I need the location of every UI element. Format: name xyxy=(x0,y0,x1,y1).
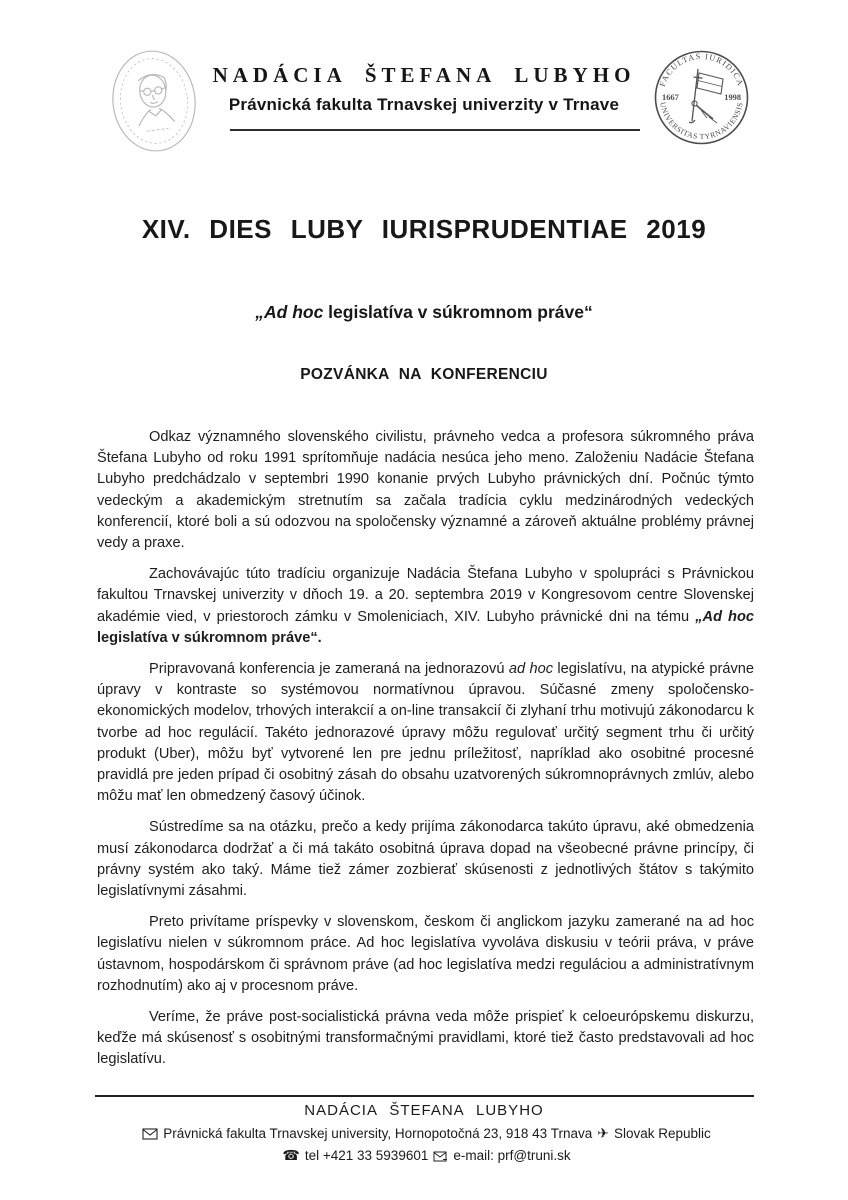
seal-sword-banner-emblem xyxy=(689,69,723,123)
svg-text:UNIVERSITAS TYRNAVIENSIS xyxy=(658,101,744,141)
seal-year-right: 1998 xyxy=(724,93,741,102)
text-segment: „Ad hoc xyxy=(255,302,324,322)
paragraph-6 xyxy=(97,1007,754,1071)
text-segment: Odkaz významného slovenského civilistu, právneho vedca a profesora súkromného práva Štefana Lubyho od roku 1991 sprítomňuje nadácia nesúca jeho meno. Založeniu Nadácie Štefana Lubyho predchádzalo v septembri 1990 konanie prvých Lubyho právnických dní. Počnúc týmto vedeckým a akademickým stretnutím sa začala tradícia cyklu medzinárodných vedeckých konferencií, ktoré boli a sú odozvou na spoločensky významné a zároveň aktuálne problémy právnej vedy a praxe. xyxy=(97,429,754,552)
text-segment: ad hoc xyxy=(508,661,554,678)
document-subtitle xyxy=(0,302,848,323)
seal-top-arc-text: FACULTAS IURIDICA xyxy=(657,51,746,88)
text-segment: legislatívu, na atypické právne úpravy v kontraste so systémovou normatívnou úpravou. Súčasné zmeny spoločensko-ekonomických modelov, trhových interakcií a on-line transakcií či zlyhaní trhu motivujú zákonodarcu k tvorbe ad hoc regulácií. Takéto jednorazové úpravy môžu regulovať určitý segment trhu či určitý produkt (Uber), môžu byť vytvorené len pre jednu príležitosť, napríklad ako osobitné procesné pravidlá pre jeden prípad či osobitný zásah do obsahu uzatvorených súkromnoprávnych zmlúv, alebo môžu mať len obmedzený časový účinok. xyxy=(97,661,754,805)
paragraph-3 xyxy=(97,659,754,807)
paragraph-2 xyxy=(97,564,754,649)
text-segment: Veríme, že práve post-socialistická právna veda môže prispieť k celoeurópskemu diskurzu, keďže má skúsenosť s osobitnými transformačnými pravidlami, ktoré tiež často predstavovali ad hoc legislatívu. xyxy=(97,1009,754,1068)
svg-text:FACULTAS IURIDICA xyxy=(658,52,746,88)
footer-email: e-mail: prf@truni.sk xyxy=(453,1148,571,1163)
document-title: XIV. DIES LUBY IURISPRUDENTIAE 2019 xyxy=(141,214,707,244)
footer-address: Právnická fakulta Trnavskej university, Hornopotočná 23, 918 43 Trnava xyxy=(163,1126,593,1141)
text-segment: „Ad hoc xyxy=(695,608,754,625)
footer-contact-line xyxy=(0,1148,848,1165)
footer-country: Slovak Republic xyxy=(613,1126,711,1141)
envelope-icon xyxy=(142,1128,158,1143)
footer-phone: tel +421 33 5939601 xyxy=(304,1148,429,1163)
airplane-icon: ✈ xyxy=(597,1126,609,1142)
letterhead-faculty-line: Právnická fakulta Trnavskej univerzity v Trnave xyxy=(228,95,620,114)
paragraph-1 xyxy=(97,427,754,554)
footer-divider xyxy=(95,1095,754,1097)
text-segment: Preto privítame príspevky v slovenskom, českom či anglickom jazyku zamerané na ad hoc legislatívu nielen v súkromnom práce. Ad hoc legislatíva vyvoláva diskusiu v teórii práva, v práve ústavnom, hospodárskom či správnom práve (ad hoc legislatíva medzi reguláciou a administratívnym rozhodnutím) ako aj v procesnom práve. xyxy=(97,914,754,994)
faculty-seal-icon xyxy=(651,47,752,148)
paragraph-5 xyxy=(97,912,754,997)
document-body xyxy=(97,427,754,1081)
invitation-heading: POZVÁNKA NA KONFERENCIU xyxy=(300,366,548,383)
header-divider xyxy=(230,129,640,131)
email-icon xyxy=(433,1150,448,1165)
text-segment: Zachovávajúc túto tradíciu organizuje Nadácia Štefana Lubyho v spolupráci s Právnickou fakultou Trnavskej univerzity v dňoch 19. a 20. septembra 2019 v Kongresovom centre Slovenskej akadémie vied, v priestoroch zámku v Smoleniciach, XIV. Lubyho právnické dni na tému xyxy=(97,566,754,625)
footer-address-line xyxy=(0,1126,848,1143)
phone-icon: ☎ xyxy=(282,1148,300,1164)
text-segment: legislatíva v súkromnom práve“ xyxy=(323,302,593,322)
text-segment: Pripravovaná konferencia je zameraná na jednorazovú xyxy=(149,661,509,678)
paragraph-4 xyxy=(97,817,754,902)
seal-year-left: 1667 xyxy=(662,93,679,102)
letterhead-org-name: NADÁCIA ŠTEFANA LUBYHO xyxy=(212,63,636,87)
text-segment: Sústredíme sa na otázku, prečo a kedy prijíma zákonodarca takúto úpravu, aké obmedzenia musí zákonodarca dodržať a či má takáto osobitná úprava dopad na všeobecné právne princípy, či právny systém ako taký. Máme tiež zámer zozbierať skúsenosti z jednotlivých štátov s takýmito legislatívnymi zásahmi. xyxy=(97,819,754,900)
text-segment: legislatíva v súkromnom práve“. xyxy=(97,629,322,646)
footer-org-name: NADÁCIA ŠTEFANA LUBYHO xyxy=(304,1102,544,1119)
seal-bottom-arc-text: UNIVERSITAS TYRNAVIENSIS xyxy=(658,101,745,142)
letterhead xyxy=(164,63,684,115)
